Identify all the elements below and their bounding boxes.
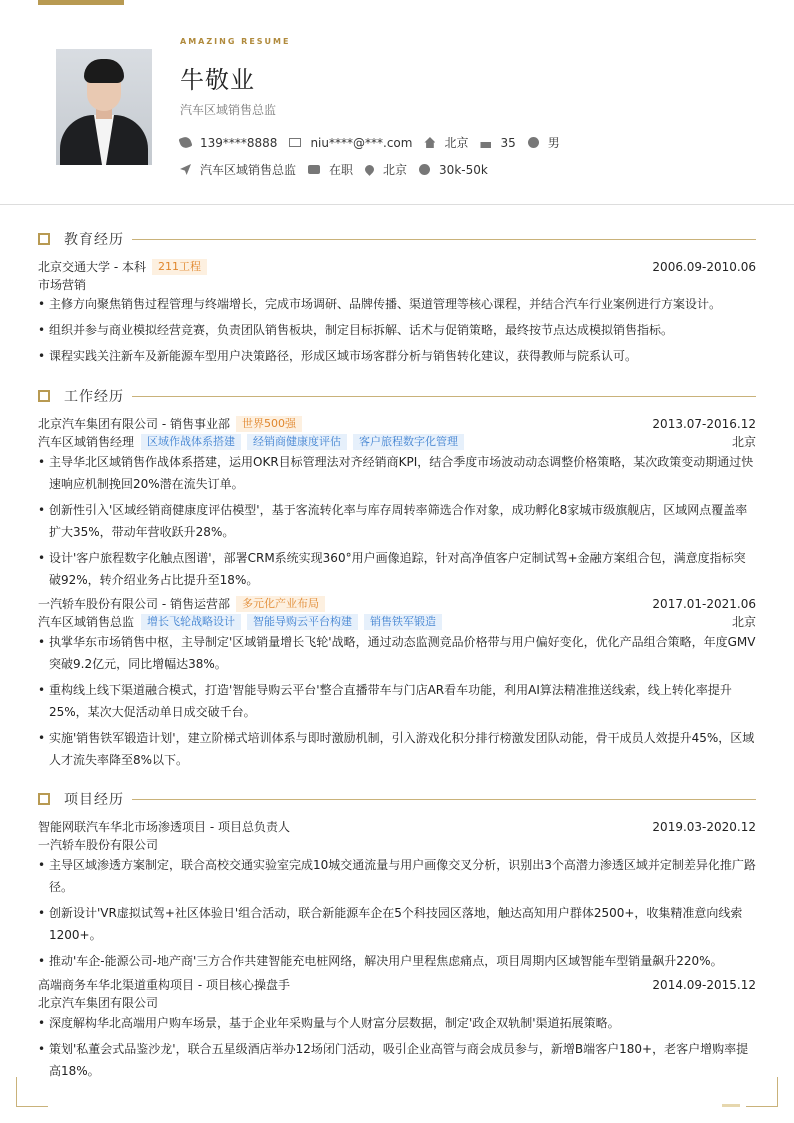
target-position-info — [180, 161, 296, 178]
skill-tag: 智能导购云平台构建 — [247, 614, 358, 630]
phone-text: 139****8888 — [200, 135, 278, 150]
project-org — [38, 837, 756, 853]
project-bullet: • 主导区域渗透方案制定，联合高校交通实验室完成10城交通流量与用户画像交叉分析，识别出3个高潜力渗透区域并定制差异化推广路径。 — [38, 854, 756, 898]
skill-tag: 客户旅程数字化管理 — [353, 434, 464, 450]
job-location: 北京 — [731, 615, 756, 629]
candidate-name: 牛敬业 — [180, 66, 255, 94]
company-tag: 多元化产业布局 — [236, 596, 325, 612]
company-tag: 世界500强 — [236, 416, 302, 432]
job-company-line — [38, 416, 756, 432]
education-bullet: • 课程实践关注新车及新能源车型用户决策路径，形成区域市场客群分析与销售转化建议，获得教师与院系认可。 — [38, 345, 756, 367]
corner-decoration-left — [16, 1077, 48, 1107]
candidate-title: 汽车区域销售总监 — [180, 103, 277, 117]
brand-label: AMAZING RESUME — [180, 37, 291, 46]
briefcase-icon — [308, 165, 320, 174]
cake-icon — [480, 137, 491, 148]
section-title: 工作经历 — [64, 389, 124, 405]
school-tag: 211工程 — [152, 259, 207, 275]
phone-icon — [178, 135, 192, 149]
project-date: 2019.03-2020.12 — [652, 820, 756, 834]
job-bullet: • 创新性引入'区域经销商健康度评估模型'，基于客流转化率与库存周转率筛选合作对象，成功孵化8家城市级旗舰店，区域网点覆盖率扩大35%，带动年营收跃升28%。 — [38, 499, 756, 543]
job-role-line — [38, 434, 756, 450]
salary-info — [419, 163, 488, 177]
mail-icon — [289, 138, 301, 147]
age-text: 35 — [500, 135, 516, 150]
job-location: 北京 — [731, 435, 756, 449]
project-name-line — [38, 819, 756, 835]
job-role: 汽车区域销售总监 — [38, 615, 135, 629]
project-name: 智能网联汽车华北市场渗透项目 - 项目总负责人 — [38, 820, 290, 834]
education-bullet: • 主修方向聚焦销售过程管理与终端增长，完成市场调研、品牌传播、渠道管理等核心课程，并结合汽车行业案例进行方案设计。 — [38, 293, 756, 315]
job-bullet: • 实施'销售铁军锻造计划'，建立阶梯式培训体系与即时激励机制，引入游戏化积分排行榜激发团队动能，骨干成员人效提升45%，区域人才流失率降至8%以下。 — [38, 727, 756, 771]
school-name: 北京交通大学 - 本科 — [38, 260, 146, 274]
section-title: 教育经历 — [64, 232, 124, 248]
project-date: 2014.09-2015.12 — [652, 978, 756, 992]
gender-text: 男 — [547, 136, 560, 150]
education-major — [38, 277, 756, 293]
age-info — [480, 136, 515, 150]
company-name: 北京汽车集团有限公司 - 销售事业部 — [38, 417, 230, 431]
job-company-line — [38, 596, 756, 612]
major-text: 市场营销 — [38, 278, 87, 292]
education-date: 2006.09-2010.06 — [652, 260, 756, 274]
email-text: niu****@***.com — [310, 135, 413, 150]
section-divider — [132, 396, 756, 397]
project-org-text: 北京汽车集团有限公司 — [38, 996, 159, 1010]
email-info — [289, 136, 412, 150]
job-role-line — [38, 614, 756, 630]
job-date: 2017.01-2021.06 — [652, 597, 756, 611]
job-intent-row — [180, 161, 500, 178]
company-name: 一汽轿车股份有限公司 - 销售运营部 — [38, 597, 230, 611]
contact-info-row — [180, 134, 572, 151]
project-bullet: • 推动'车企-能源公司-地产商'三方合作共建智能充电桩网络，解决用户里程焦虑痛点，项目周期内区域智能车型销量飙升220%。 — [38, 950, 756, 972]
target-position-text: 汽车区域销售总监 — [200, 163, 297, 177]
city-text: 北京 — [444, 136, 469, 150]
phone-info — [180, 136, 277, 150]
resume-header — [0, 0, 794, 205]
job-bullet: • 重构线上线下渠道融合模式，打造'智能导购云平台'整合直播带车与门店AR看车功能，利用AI算法精准推送线索，线上转化率提升25%，某次大促活动单日成交破千台。 — [38, 679, 756, 723]
skill-tag: 区域作战体系搭建 — [141, 434, 241, 450]
employment-status-text: 在职 — [329, 163, 354, 177]
project-bullet: • 深度解构华北高端用户购车场景，基于企业年采购量与个人财富分层数据，制定'政企双轨制'渠道拓展策略。 — [38, 1012, 756, 1034]
work-section-header — [38, 388, 756, 404]
skill-tag: 增长飞轮战略设计 — [141, 614, 241, 630]
profile-photo — [56, 49, 152, 165]
section-square-icon — [38, 233, 50, 245]
section-title: 项目经历 — [64, 792, 124, 808]
project-bullet: • 创新设计'VR虚拟试驾+社区体验日'组合活动，联合新能源车企在5个科技园区落地，触达高知用户群体2500+，收集精准意向线索1200+。 — [38, 902, 756, 946]
job-role: 汽车区域销售经理 — [38, 435, 135, 449]
footer-accent — [722, 1104, 740, 1107]
education-bullet: • 组织并参与商业模拟经营竞赛，负责团队销售板块，制定目标拆解、话术与促销策略，最终按节点达成模拟销售指标。 — [38, 319, 756, 341]
city-info — [424, 134, 468, 151]
section-divider — [132, 239, 756, 240]
project-org-text: 一汽轿车股份有限公司 — [38, 838, 159, 852]
skill-tag: 经销商健康度评估 — [247, 434, 347, 450]
coin-icon — [419, 164, 430, 175]
section-square-icon — [38, 390, 50, 402]
salary-text: 30k-50k — [439, 162, 488, 177]
employment-status-info — [308, 161, 353, 178]
section-divider — [132, 799, 756, 800]
education-section-header — [38, 231, 756, 247]
job-bullet: • 主导华北区域销售作战体系搭建，运用OKR目标管理法对齐经销商KPI，结合季度市场波动动态调整价格策略，某次政策变动期通过快速响应机制挽回20%潜在流失订单。 — [38, 451, 756, 495]
target-city-info — [365, 161, 407, 178]
skill-tag: 销售铁军锻造 — [364, 614, 442, 630]
gender-icon — [528, 137, 539, 148]
job-bullet: • 设计'客户旅程数字化触点图谱'，部署CRM系统实现360°用户画像追踪，针对高净值客户定制试驾+金融方案组合包，满意度指标突破92%，转介绍业务占比提升至18%。 — [38, 547, 756, 591]
project-bullet: • 策划'私董会式品鉴沙龙'，联合五星级酒店举办12场闭门活动，吸引企业高管与商会成员参与，新增B端客户180+，老客户增购率提高18%。 — [38, 1038, 756, 1082]
pin-icon — [363, 163, 376, 176]
job-bullet: • 执掌华东市场销售中枢，主导制定'区域销量增长飞轮'战略，通过动态监测竞品价格带与用户偏好变化，优化产品组合策略，年度GMV突破9.2亿元，同比增幅达38%。 — [38, 631, 756, 675]
education-school-line — [38, 259, 756, 275]
project-org — [38, 995, 756, 1011]
corner-decoration-right — [746, 1077, 778, 1107]
project-name: 高端商务车华北渠道重构项目 - 项目核心操盘手 — [38, 978, 290, 992]
plane-icon — [180, 164, 191, 175]
job-date: 2013.07-2016.12 — [652, 417, 756, 431]
home-icon — [424, 137, 435, 148]
gender-info — [528, 134, 560, 151]
project-section-header — [38, 791, 756, 807]
target-city-text: 北京 — [383, 163, 408, 177]
project-name-line — [38, 977, 756, 993]
section-square-icon — [38, 793, 50, 805]
